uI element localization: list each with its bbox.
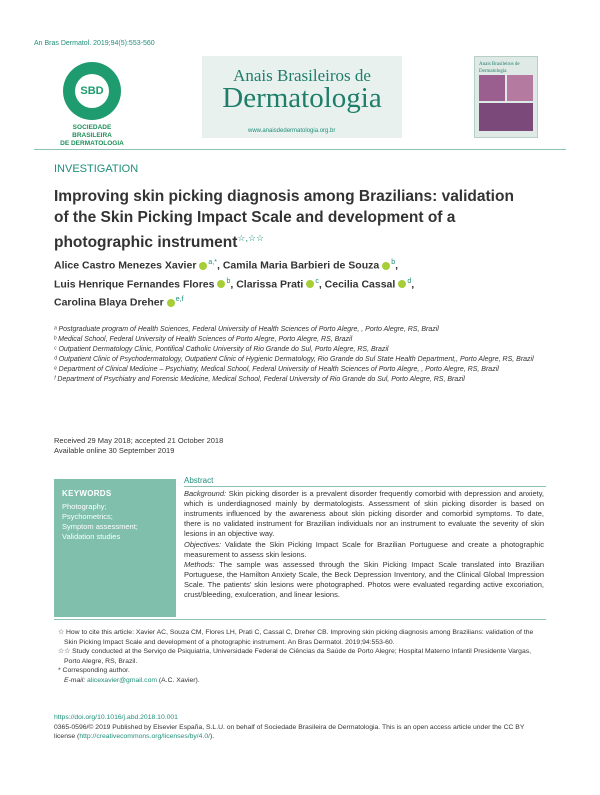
footnote-email <box>54 676 540 686</box>
author-affiliation-mark[interactable]: e,f <box>175 296 184 303</box>
orcid-icon[interactable] <box>167 299 175 307</box>
publication-info <box>54 713 540 742</box>
license-link[interactable]: http://creativecommons.org/licenses/by/4.0/ <box>79 733 211 740</box>
abstract-objectives <box>184 540 544 560</box>
author-affiliation-mark[interactable]: b <box>226 277 231 285</box>
online-date: Available online 30 September 2019 <box>54 446 175 455</box>
author-name: Alice Castro Menezes Xavier <box>54 259 197 272</box>
abstract <box>184 476 544 600</box>
background-text: Skin picking disorder is a prevalent disorder frequently comorbid with depression and anxiety, which is underdiagnosed mainly by dermatologists. Assessment of skin picking disorder is based on instruments influenced by the awareness about skin picking disorder and comorbid symptoms. To date, there is no validated instrument for Brazilian individuals nor an instrument to evaluate the severity of skin lesions in an objective way. <box>184 489 544 539</box>
license-end: ). <box>210 733 215 740</box>
affiliation-f: ᶠ Department of Psychiatry and Forensic Medicine, Medical School, Federal University of Rio Grande do Sul, Porto Alegre, RS, Brazil <box>54 376 465 383</box>
section-label: INVESTIGATION <box>54 163 139 175</box>
abstract-divider <box>184 486 546 487</box>
keyword-item: Symptom assessment; <box>62 522 138 531</box>
society-logo <box>54 62 130 148</box>
affiliation-c: ᶜ Outpatient Dermatology Clinic, Pontifical Catholic University of Rio Grande do Sul, Porto Alegre, RS, Brazil <box>54 346 389 353</box>
orcid-icon[interactable] <box>306 280 314 288</box>
footnote-text: How to cite this article: Xavier AC, Souza CM, Flores LH, Prati C, Cassal C, Dreher CB. Improving skin picking diagnosis among Brazilians: validation of the Skin Picking Impact Scale and development of a photographic instrument. An Bras Dermatol. 2019;94:553-60. <box>64 629 534 646</box>
methods-text: The sample was assessed through the Skin Picking Impact Scale translated into Brazilian Portuguese, the Hamilton Anxiety Scale, the Beck Depression Inventory, and the Clinical Global Impression Scale. The patients' skin lesions were photographed. Photos were evaluated regarding active excoriation, crust/bleeding, exulceration, and linear lesions. <box>184 559 544 600</box>
license-text: 0365-0596/© 2019 Published by Elsevier España, S.L.U. on behalf of Sociedade Brasileira de Dermatologia. This is an open access article under the CC BY license ( <box>54 723 525 740</box>
orcid-icon[interactable] <box>217 280 225 288</box>
cover-image-3 <box>479 103 533 131</box>
author-list <box>54 255 524 311</box>
author-separator: , <box>395 259 399 272</box>
author-affiliation-mark[interactable]: c <box>315 277 319 285</box>
email-suffix: (A.C. Xavier). <box>158 676 200 684</box>
author-name: Cecilia Cassal <box>324 278 396 290</box>
keywords-heading: KEYWORDS <box>62 489 112 498</box>
society-name-line1: SOCIEDADE BRASILEIRA <box>72 124 112 139</box>
keyword-item: Psychometrics; <box>62 512 113 521</box>
affiliations <box>54 325 534 385</box>
article-title <box>54 186 524 253</box>
footnote-corresponding <box>54 666 540 676</box>
keyword-item: Validation studies <box>62 532 121 541</box>
orcid-icon[interactable] <box>382 262 390 270</box>
journal-name-top: Anais Brasileiros de <box>233 66 371 85</box>
author-affiliation-mark[interactable]: d <box>407 277 412 285</box>
abstract-heading: Abstract <box>184 476 214 485</box>
journal-banner <box>34 52 566 147</box>
abstract-methods <box>184 560 544 600</box>
footnote-text: Corresponding author. <box>62 667 130 674</box>
keywords-box <box>54 479 176 617</box>
footnote-study-site <box>54 647 540 666</box>
footnote-mark: ☆☆ <box>58 648 71 655</box>
author-name: Carolina Blaya Dreher <box>54 296 164 309</box>
footnote-text: Study conducted at the Serviço de Psiquiatria, Universidade Federal de Ciências da Saúde de Porto Alegre; Hospital Materno Infantil Presidente Vargas, Porto Alegre, RS, Brazil. <box>64 648 532 665</box>
title-footnote-marks[interactable]: ☆,☆☆ <box>237 233 265 243</box>
received-date: Received 29 May 2018; accepted 21 October 2018 <box>54 436 224 445</box>
objectives-label: Objectives: <box>184 539 222 549</box>
affiliation-d: ᵈ Outpatient Clinic of Psychodermatology, Outpatient Clinic of Hygienic Dermatology, Rio Grande do Sul State Health Department,, Porto Alegre, RS, Brazil <box>54 356 534 363</box>
journal-url[interactable]: www.anaisdedermatologia.org.br <box>248 128 336 134</box>
cover-image-2 <box>507 75 533 101</box>
methods-label: Methods: <box>184 559 215 569</box>
author-separator: , <box>318 278 325 290</box>
email-label: E-mail: <box>64 676 86 684</box>
journal-citation: An Bras Dermatol. 2019;94(5):553-560 <box>34 40 155 47</box>
footnote-how-to-cite <box>54 628 540 647</box>
author-affiliation-mark[interactable]: b <box>391 259 396 266</box>
doi-link[interactable]: https://doi.org/10.1016/j.abd.2018.10.001 <box>54 714 178 721</box>
affiliation-e: ᵉ Department of Clinical Medicine – Psychiatry, Medical School, Federal University of Health Sciences of Porto Alegre, , Porto Alegre, RS, Brazil <box>54 366 499 373</box>
cover-image-1 <box>479 75 505 101</box>
author-name: Luis Henrique Fernandes Flores <box>54 278 215 290</box>
license-statement <box>54 723 540 742</box>
author-separator: , <box>230 278 237 290</box>
affiliation-a: ᵃ Postgraduate program of Health Sciences, Federal University of Health Sciences of Porto Alegre, , Porto Alegre, RS, Brazil <box>54 326 439 333</box>
cover-title: Anais Brasileiros de Dermatologia <box>479 62 520 74</box>
society-initials: SBD <box>75 74 109 108</box>
author-separator: , <box>216 259 223 272</box>
author-separator: , <box>411 278 415 290</box>
author-name: Camila Maria Barbieri de Souza <box>222 259 380 272</box>
abstract-background <box>184 489 544 539</box>
email-link[interactable]: alicexavier@gmail.com <box>87 676 158 684</box>
journal-name-main: Dermatologia <box>222 82 382 114</box>
keyword-item: Photography; <box>62 502 107 511</box>
background-label: Background: <box>184 489 227 499</box>
objectives-text: Validate the Skin Picking Impact Scale for Brazilian Portuguese and create a photographic measurement to assess skin lesions. <box>184 539 544 559</box>
journal-cover-thumbnail <box>474 56 538 138</box>
society-name-line2: DE DERMATOLOGIA <box>60 140 124 147</box>
affiliation-b: ᵇ Medical School, Federal University of Health Sciences of Porto Alegre, Porto Alegre, RS, Brazil <box>54 336 353 343</box>
sbd-seal-icon <box>63 62 121 120</box>
author-affiliation-mark[interactable]: a,* <box>208 259 217 266</box>
footnote-divider <box>54 619 546 620</box>
footnotes <box>54 628 540 685</box>
header-divider <box>34 149 566 150</box>
author-name: Clarissa Prati <box>236 278 304 290</box>
footnote-mark: ☆ <box>58 629 65 636</box>
article-dates <box>54 436 223 456</box>
orcid-icon[interactable] <box>398 280 406 288</box>
footnote-mark: * <box>58 667 61 674</box>
orcid-icon[interactable] <box>199 262 207 270</box>
article-title-text: Improving skin picking diagnosis among Brazilians: validation of the Skin Picking Impact Scale and development of a photographic instrument <box>54 188 514 252</box>
